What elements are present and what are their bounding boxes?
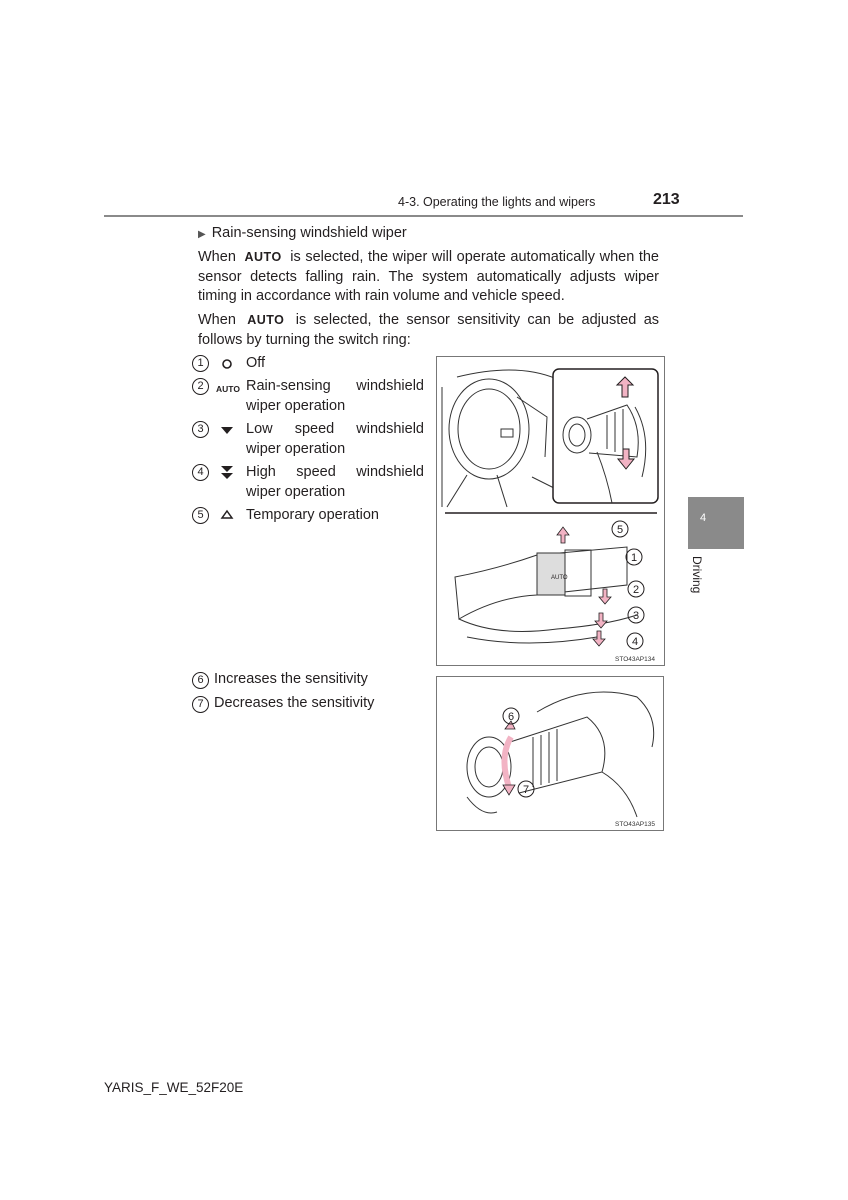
figure-switch-ring [436, 676, 664, 831]
callout-3: 3 [632, 610, 640, 622]
callout-number: 2 [192, 378, 209, 395]
document-code: YARIS_F_WE_52F20E [104, 1080, 244, 1095]
chapter-title [688, 556, 708, 626]
chapter-title-text: Driving [690, 556, 704, 594]
callout-number: 1 [192, 355, 209, 372]
callout-number: 7 [192, 696, 209, 713]
para1-text: is selected, the wiper will operate automatically when the sensor detects falling rain. The system automatically adjusts wiper timing in accordance with rain volume and vehicle speed. [198, 249, 660, 304]
auto-icon: AUTO [247, 313, 285, 327]
item-text: Increases the sensitivity [214, 671, 368, 687]
paragraph-auto-operation [198, 248, 659, 307]
subheading-text: Rain-sensing windshield wiper [211, 225, 407, 241]
temporary-icon [216, 506, 238, 529]
item-text: Temporary operation [246, 507, 379, 523]
low-speed-icon [216, 420, 238, 444]
item-text: Off [246, 355, 266, 371]
callout-number: 5 [192, 507, 209, 524]
figure-code: STO43AP134 [615, 656, 655, 663]
para1-lead: When [198, 249, 236, 265]
page-number: 213 [653, 191, 680, 208]
auto-icon: AUTO [244, 250, 282, 264]
callout-7: 7 [522, 784, 530, 796]
callout-6: 6 [507, 711, 515, 723]
figure-code: STO43AP135 [615, 821, 655, 828]
switch-auto-label: AUTO [551, 575, 568, 581]
item-text: Low speed windshield wiper operation [246, 421, 424, 457]
chapter-tab [688, 497, 744, 549]
high-speed-icon [216, 463, 238, 489]
callout-1: 1 [630, 552, 638, 564]
callout-number: 4 [192, 464, 209, 481]
callout-5: 5 [616, 524, 624, 536]
chapter-number: 4 [700, 512, 707, 524]
section-title: 4-3. Operating the lights and wipers [398, 195, 596, 209]
triangle-bullet-icon: ▶ [198, 229, 206, 240]
wiper-switch-illustration [437, 357, 664, 665]
callout-number: 6 [192, 672, 209, 689]
switch-ring-illustration [437, 677, 663, 830]
off-circle-icon [216, 354, 238, 378]
subheading [198, 225, 407, 241]
item-text: Decreases the sensitivity [214, 695, 375, 711]
header-divider [104, 215, 743, 217]
para2-text: is selected, the sensor sensitivity can be adjusted as follows by turning the switch ring: [198, 312, 660, 348]
para2-lead: When [198, 312, 236, 328]
callout-number: 3 [192, 421, 209, 438]
item-text: Rain-sensing windshield wiper operation [246, 378, 424, 414]
auto-icon: AUTO [216, 384, 240, 394]
callout-4: 4 [631, 636, 639, 648]
item-text: High speed windshield wiper operation [246, 464, 424, 500]
paragraph-sensitivity [198, 311, 659, 350]
callout-2: 2 [632, 584, 640, 596]
figure-wiper-switch [436, 356, 665, 666]
